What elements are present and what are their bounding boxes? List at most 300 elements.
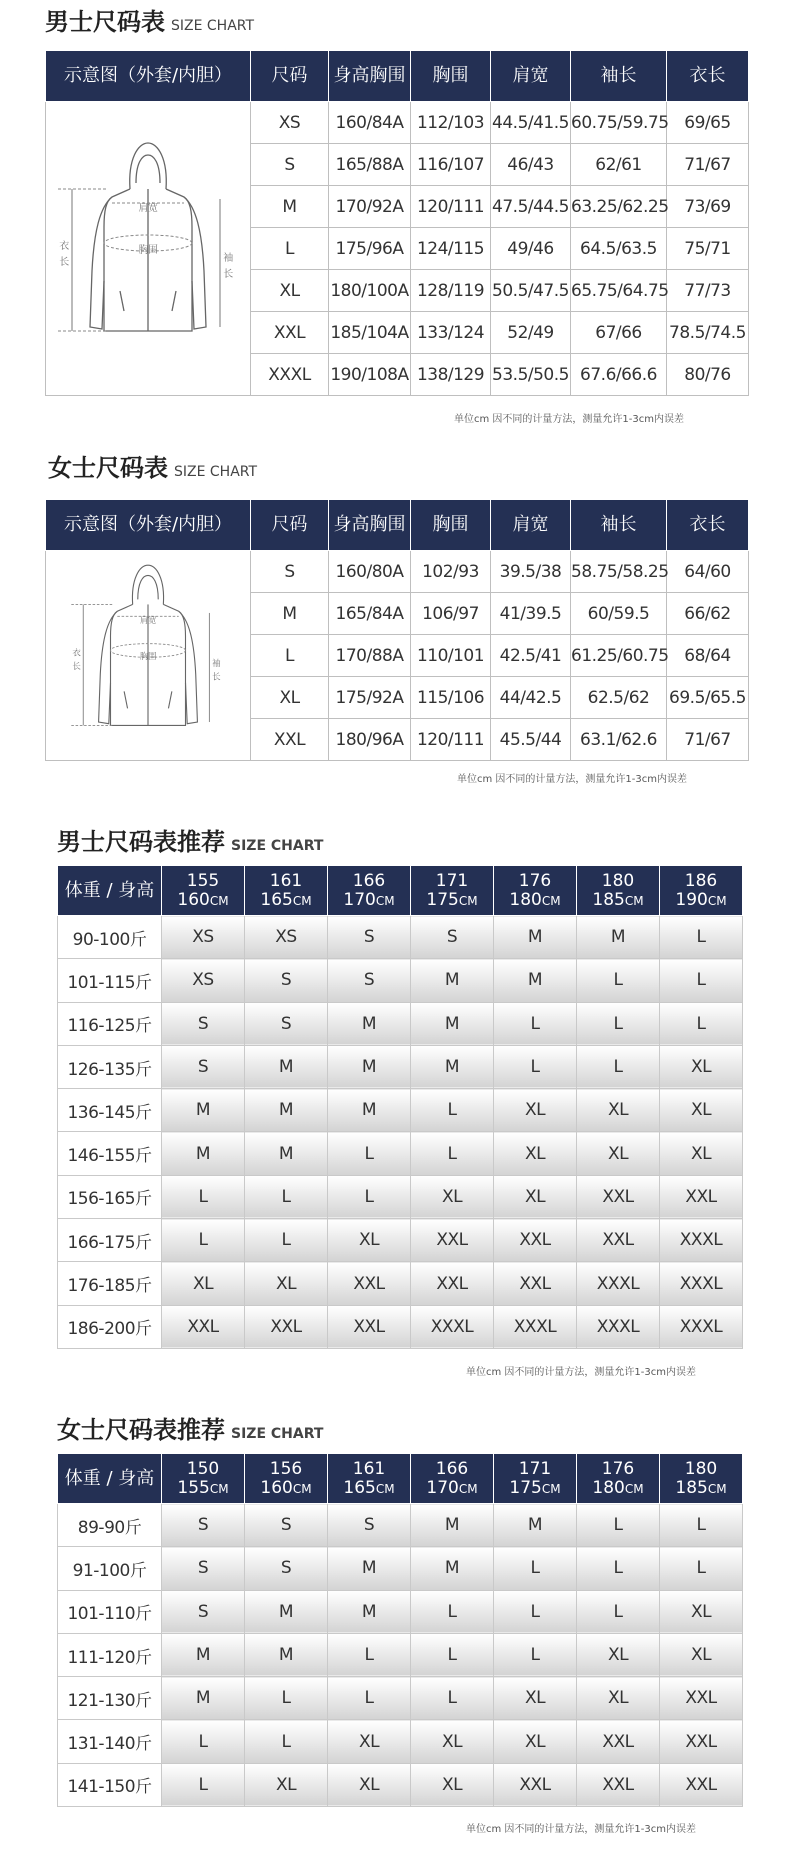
height-to — [411, 891, 493, 910]
weight-cell: 91-100斤 — [58, 1547, 162, 1590]
weight-cell: 121-130斤 — [58, 1677, 162, 1720]
size-cell: M — [328, 1002, 411, 1045]
height-to-value: 180 — [509, 889, 542, 910]
size-cell: L — [162, 1219, 245, 1262]
diagram-label-length_2: 长 — [72, 662, 81, 673]
column-header: 胸围 — [411, 500, 491, 551]
size-cell: XL — [660, 1590, 743, 1633]
women-rec-title: 女士尺码表推荐 SIZE CHART — [57, 1416, 324, 1444]
table-row — [46, 102, 749, 144]
table-cell: 60.75/59.75 — [571, 102, 667, 144]
size-cell: S — [245, 1002, 328, 1045]
table-header-row — [58, 1454, 743, 1504]
height-unit: CM — [624, 893, 644, 908]
size-cell: S — [328, 916, 411, 959]
table-cell: XXL — [251, 312, 329, 354]
table-cell: 185/104A — [329, 312, 411, 354]
size-cell: M — [328, 1089, 411, 1132]
diagram-label-length_2: 长 — [59, 257, 69, 268]
height-to — [577, 891, 659, 910]
height-column-header — [660, 1454, 743, 1504]
table-row — [58, 1262, 743, 1305]
height-to — [162, 1479, 244, 1498]
corner-header: 体重 / 身高 — [58, 866, 162, 916]
size-cell: XL — [494, 1677, 577, 1720]
diagram-label-chest: 胸围 — [139, 651, 157, 662]
men-chart-note: 单位cm 因不同的计量方法，测量允许1-3cm内误差 — [454, 414, 684, 425]
size-cell: M — [328, 1547, 411, 1590]
column-header: 示意图（外套/内胆） — [46, 51, 251, 102]
size-cell: XXL — [494, 1219, 577, 1262]
women-size-chart-table — [45, 499, 749, 761]
height-to — [411, 1479, 493, 1498]
size-cell: XXL — [411, 1262, 494, 1305]
weight-cell: 101-115斤 — [58, 959, 162, 1002]
table-cell: 133/124 — [411, 312, 491, 354]
table-cell: 165/84A — [329, 593, 411, 635]
weight-cell: 89-90斤 — [58, 1504, 162, 1547]
size-cell: L — [660, 1547, 743, 1590]
height-to — [577, 1479, 659, 1498]
size-cell: XS — [245, 916, 328, 959]
column-header: 袖长 — [571, 51, 667, 102]
size-cell: M — [494, 1504, 577, 1547]
size-cell: M — [494, 916, 577, 959]
height-to — [162, 891, 244, 910]
size-cell: XXXL — [494, 1305, 577, 1348]
table-cell: 80/76 — [667, 354, 749, 396]
table-row — [58, 1175, 743, 1218]
table-cell: 64.5/63.5 — [571, 228, 667, 270]
height-to — [328, 1479, 410, 1498]
size-cell: XL — [328, 1720, 411, 1763]
size-cell: L — [411, 1633, 494, 1676]
size-cell: XL — [328, 1763, 411, 1806]
table-cell: 138/129 — [411, 354, 491, 396]
height-column-header — [494, 1454, 577, 1504]
height-unit: CM — [292, 893, 312, 908]
table-cell: XXL — [251, 719, 329, 761]
size-cell: XL — [577, 1132, 660, 1175]
table-cell: 67/66 — [571, 312, 667, 354]
size-cell: M — [411, 1547, 494, 1590]
diagram-label-chest: 胸围 — [138, 245, 158, 256]
height-from: 161 — [269, 870, 303, 891]
size-cell: XXL — [245, 1305, 328, 1348]
size-cell: XXL — [162, 1305, 245, 1348]
height-to-value: 170 — [426, 1477, 459, 1498]
diagram-label-sleeve_1: 袖 — [212, 658, 221, 669]
table-cell: 52/49 — [491, 312, 571, 354]
table-row — [58, 1590, 743, 1633]
table-cell: 102/93 — [411, 551, 491, 593]
size-cell: XXL — [660, 1763, 743, 1806]
table-cell: 63.1/62.6 — [571, 719, 667, 761]
height-from: 161 — [352, 1458, 386, 1479]
size-cell: XL — [660, 1132, 743, 1175]
size-cell: XXXL — [660, 1219, 743, 1262]
size-cell: XL — [411, 1175, 494, 1218]
table-cell: 180/100A — [329, 270, 411, 312]
table-cell: 45.5/44 — [491, 719, 571, 761]
size-cell: M — [577, 916, 660, 959]
size-cell: L — [494, 1547, 577, 1590]
height-unit: CM — [458, 1481, 478, 1496]
height-column-header — [494, 866, 577, 916]
height-to — [660, 1479, 742, 1498]
height-from: 176 — [518, 870, 552, 891]
size-cell: S — [162, 1504, 245, 1547]
table-cell: 60/59.5 — [571, 593, 667, 635]
size-cell: XXL — [660, 1175, 743, 1218]
height-unit: CM — [375, 1481, 395, 1496]
size-cell: M — [245, 1045, 328, 1088]
table-header-row — [58, 866, 743, 916]
table-cell: 73/69 — [667, 186, 749, 228]
table-cell: XXXL — [251, 354, 329, 396]
table-cell: 120/111 — [411, 719, 491, 761]
table-cell: 75/71 — [667, 228, 749, 270]
weight-cell: 166-175斤 — [58, 1219, 162, 1262]
weight-cell: 111-120斤 — [58, 1633, 162, 1676]
size-cell: XXL — [328, 1262, 411, 1305]
size-cell: L — [328, 1132, 411, 1175]
size-cell: XXL — [328, 1305, 411, 1348]
size-cell: XXL — [577, 1720, 660, 1763]
column-header: 衣长 — [667, 51, 749, 102]
size-cell: XXL — [577, 1219, 660, 1262]
height-to — [245, 891, 327, 910]
table-cell: 44/42.5 — [491, 677, 571, 719]
table-cell: 58.75/58.25 — [571, 551, 667, 593]
table-cell: 44.5/41.5 — [491, 102, 571, 144]
size-cell: S — [328, 1504, 411, 1547]
men-size-chart-table — [45, 50, 749, 396]
diagram-label-sleeve_1: 袖 — [223, 253, 233, 264]
height-to-value: 180 — [592, 1477, 625, 1498]
table-row — [58, 1720, 743, 1763]
size-cell: M — [245, 1633, 328, 1676]
height-unit: CM — [375, 893, 395, 908]
height-from: 180 — [601, 870, 635, 891]
height-from: 171 — [435, 870, 469, 891]
table-cell: M — [251, 186, 329, 228]
women-size-recommendation-table — [57, 1453, 743, 1807]
size-cell: L — [577, 1504, 660, 1547]
size-cell: M — [411, 1045, 494, 1088]
size-cell: L — [660, 959, 743, 1002]
column-header: 胸围 — [411, 51, 491, 102]
table-cell: 170/88A — [329, 635, 411, 677]
size-cell: XL — [245, 1763, 328, 1806]
table-row — [58, 1633, 743, 1676]
size-cell: S — [162, 1045, 245, 1088]
table-cell: 62/61 — [571, 144, 667, 186]
size-cell: XXXL — [660, 1305, 743, 1348]
size-cell: S — [162, 1547, 245, 1590]
height-column-header — [577, 866, 660, 916]
height-column-header — [245, 1454, 328, 1504]
table-cell: 165/88A — [329, 144, 411, 186]
table-row — [58, 1677, 743, 1720]
weight-cell: 146-155斤 — [58, 1132, 162, 1175]
height-unit: CM — [541, 893, 561, 908]
height-column-header — [162, 1454, 245, 1504]
table-cell: L — [251, 228, 329, 270]
size-cell: L — [245, 1677, 328, 1720]
table-cell: 170/92A — [329, 186, 411, 228]
size-cell: XL — [660, 1089, 743, 1132]
table-row — [58, 1305, 743, 1348]
height-to-value: 190 — [675, 889, 708, 910]
table-cell: S — [251, 144, 329, 186]
column-header: 身高胸围 — [329, 500, 411, 551]
size-cell: M — [162, 1633, 245, 1676]
weight-cell: 90-100斤 — [58, 916, 162, 959]
table-cell: L — [251, 635, 329, 677]
height-column-header — [245, 866, 328, 916]
height-to-value: 185 — [592, 889, 625, 910]
size-cell: XL — [162, 1262, 245, 1305]
height-unit: CM — [292, 1481, 312, 1496]
size-cell: L — [245, 1175, 328, 1218]
size-cell: XL — [577, 1089, 660, 1132]
height-from: 186 — [684, 870, 718, 891]
size-cell: M — [245, 1089, 328, 1132]
table-cell: 115/106 — [411, 677, 491, 719]
size-cell: XXL — [577, 1763, 660, 1806]
size-cell: XXL — [660, 1720, 743, 1763]
column-header: 衣长 — [667, 500, 749, 551]
height-to-value: 170 — [343, 889, 376, 910]
column-header: 肩宽 — [491, 51, 571, 102]
table-cell: 112/103 — [411, 102, 491, 144]
table-row — [46, 551, 749, 593]
column-header: 尺码 — [251, 500, 329, 551]
size-cell: L — [577, 1045, 660, 1088]
table-cell: 46/43 — [491, 144, 571, 186]
height-unit: CM — [624, 1481, 644, 1496]
height-from: 180 — [684, 1458, 718, 1479]
weight-cell: 116-125斤 — [58, 1002, 162, 1045]
size-cell: M — [411, 959, 494, 1002]
size-cell: L — [577, 1002, 660, 1045]
size-cell: XL — [577, 1677, 660, 1720]
jacket-diagram-icon — [48, 555, 248, 751]
table-cell: 49/46 — [491, 228, 571, 270]
table-cell: 64/60 — [667, 551, 749, 593]
size-cell: L — [494, 1590, 577, 1633]
table-cell: 78.5/74.5 — [667, 312, 749, 354]
table-cell: 77/73 — [667, 270, 749, 312]
weight-cell: 101-110斤 — [58, 1590, 162, 1633]
jacket-diagram — [46, 102, 251, 396]
size-cell: L — [577, 959, 660, 1002]
size-cell: L — [494, 1045, 577, 1088]
height-column-header — [328, 1454, 411, 1504]
table-cell: XL — [251, 270, 329, 312]
table-cell: 71/67 — [667, 719, 749, 761]
height-unit: CM — [707, 1481, 727, 1496]
column-header: 身高胸围 — [329, 51, 411, 102]
size-cell: XXXL — [577, 1262, 660, 1305]
table-cell: 66/62 — [667, 593, 749, 635]
size-cell: S — [328, 959, 411, 1002]
table-cell: 180/96A — [329, 719, 411, 761]
table-cell: 50.5/47.5 — [491, 270, 571, 312]
table-cell: 71/67 — [667, 144, 749, 186]
height-column-header — [411, 866, 494, 916]
size-cell: XS — [162, 959, 245, 1002]
height-to-value: 165 — [343, 1477, 376, 1498]
diagram-label-sleeve_2: 长 — [212, 672, 221, 683]
table-cell: 68/64 — [667, 635, 749, 677]
table-row — [58, 1504, 743, 1547]
women-chart-note: 单位cm 因不同的计量方法，测量允许1-3cm内误差 — [457, 774, 687, 785]
size-cell: L — [577, 1590, 660, 1633]
size-cell: XL — [660, 1045, 743, 1088]
table-cell: 69.5/65.5 — [667, 677, 749, 719]
size-cell: XL — [494, 1175, 577, 1218]
height-to — [660, 891, 742, 910]
diagram-label-shoulder: 肩宽 — [139, 616, 157, 627]
table-row — [58, 1219, 743, 1262]
diagram-label-length_1: 衣 — [72, 648, 81, 659]
column-header: 肩宽 — [491, 500, 571, 551]
size-cell: L — [411, 1677, 494, 1720]
size-cell: L — [245, 1219, 328, 1262]
height-unit: CM — [458, 893, 478, 908]
size-cell: XXL — [660, 1677, 743, 1720]
height-from: 166 — [435, 1458, 469, 1479]
table-row — [58, 1045, 743, 1088]
table-row — [58, 1089, 743, 1132]
table-cell: 65.75/64.75 — [571, 270, 667, 312]
size-cell: XL — [494, 1089, 577, 1132]
height-from: 171 — [518, 1458, 552, 1479]
height-column-header — [660, 866, 743, 916]
size-cell: L — [660, 916, 743, 959]
table-row — [58, 916, 743, 959]
table-cell: 175/96A — [329, 228, 411, 270]
height-to — [494, 891, 576, 910]
table-cell: 110/101 — [411, 635, 491, 677]
height-unit: CM — [541, 1481, 561, 1496]
size-cell: XXXL — [577, 1305, 660, 1348]
size-cell: L — [411, 1590, 494, 1633]
table-row — [58, 1547, 743, 1590]
height-to-value: 185 — [675, 1477, 708, 1498]
height-from: 155 — [186, 870, 220, 891]
height-column-header — [577, 1454, 660, 1504]
height-to-value: 155 — [177, 1477, 210, 1498]
size-cell: XL — [660, 1633, 743, 1676]
size-cell: M — [162, 1132, 245, 1175]
table-cell: 160/84A — [329, 102, 411, 144]
height-from: 156 — [269, 1458, 303, 1479]
height-from: 166 — [352, 870, 386, 891]
size-cell: XL — [494, 1132, 577, 1175]
height-unit: CM — [209, 1481, 229, 1496]
weight-cell: 136-145斤 — [58, 1089, 162, 1132]
height-from: 150 — [186, 1458, 220, 1479]
height-to-value: 165 — [260, 889, 293, 910]
size-cell: S — [245, 1547, 328, 1590]
size-cell: L — [660, 1504, 743, 1547]
table-row — [58, 1763, 743, 1806]
size-cell: M — [162, 1677, 245, 1720]
height-column-header — [162, 866, 245, 916]
size-cell: L — [328, 1633, 411, 1676]
size-cell: S — [245, 959, 328, 1002]
men-size-recommendation-table — [57, 865, 743, 1349]
size-cell: XXL — [494, 1763, 577, 1806]
size-cell: XXL — [411, 1219, 494, 1262]
height-unit: CM — [707, 893, 727, 908]
size-cell: M — [245, 1132, 328, 1175]
diagram-label-length_1: 衣 — [59, 241, 69, 252]
men-rec-title: 男士尺码表推荐 SIZE CHART — [57, 828, 324, 856]
table-cell: 160/80A — [329, 551, 411, 593]
table-cell: 53.5/50.5 — [491, 354, 571, 396]
jacket-diagram-icon — [48, 106, 248, 386]
size-cell: L — [328, 1677, 411, 1720]
table-cell: 41/39.5 — [491, 593, 571, 635]
table-cell: 39.5/38 — [491, 551, 571, 593]
table-cell: 106/97 — [411, 593, 491, 635]
table-header-row — [46, 500, 749, 551]
table-cell: 63.25/62.25 — [571, 186, 667, 228]
weight-cell: 131-140斤 — [58, 1720, 162, 1763]
table-cell: 124/115 — [411, 228, 491, 270]
women-rec-note: 单位cm 因不同的计量方法，测量允许1-3cm内误差 — [466, 1824, 696, 1835]
table-row — [58, 1132, 743, 1175]
height-column-header — [328, 866, 411, 916]
diagram-label-shoulder: 肩宽 — [138, 203, 158, 214]
size-cell: L — [411, 1089, 494, 1132]
table-cell: 69/65 — [667, 102, 749, 144]
size-cell: L — [660, 1002, 743, 1045]
size-cell: L — [494, 1002, 577, 1045]
size-cell: S — [245, 1504, 328, 1547]
men-chart-title: 男士尺码表 SIZE CHART — [45, 8, 255, 36]
table-cell: 120/111 — [411, 186, 491, 228]
table-cell: XS — [251, 102, 329, 144]
size-cell: L — [245, 1720, 328, 1763]
size-cell: L — [411, 1132, 494, 1175]
women-chart-title: 女士尺码表 SIZE CHART — [48, 454, 258, 482]
size-cell: S — [411, 916, 494, 959]
height-to — [328, 891, 410, 910]
jacket-diagram — [46, 551, 251, 761]
size-cell: L — [577, 1547, 660, 1590]
table-cell: 61.25/60.75 — [571, 635, 667, 677]
weight-cell: 186-200斤 — [58, 1305, 162, 1348]
table-cell: 175/92A — [329, 677, 411, 719]
size-cell: M — [328, 1045, 411, 1088]
size-cell: L — [162, 1763, 245, 1806]
size-cell: XL — [577, 1633, 660, 1676]
size-cell: M — [494, 959, 577, 1002]
size-cell: XL — [411, 1763, 494, 1806]
column-header: 袖长 — [571, 500, 667, 551]
table-cell: 47.5/44.5 — [491, 186, 571, 228]
weight-cell: 141-150斤 — [58, 1763, 162, 1806]
table-header-row — [46, 51, 749, 102]
corner-header: 体重 / 身高 — [58, 1454, 162, 1504]
weight-cell: 126-135斤 — [58, 1045, 162, 1088]
height-to-value: 175 — [426, 889, 459, 910]
